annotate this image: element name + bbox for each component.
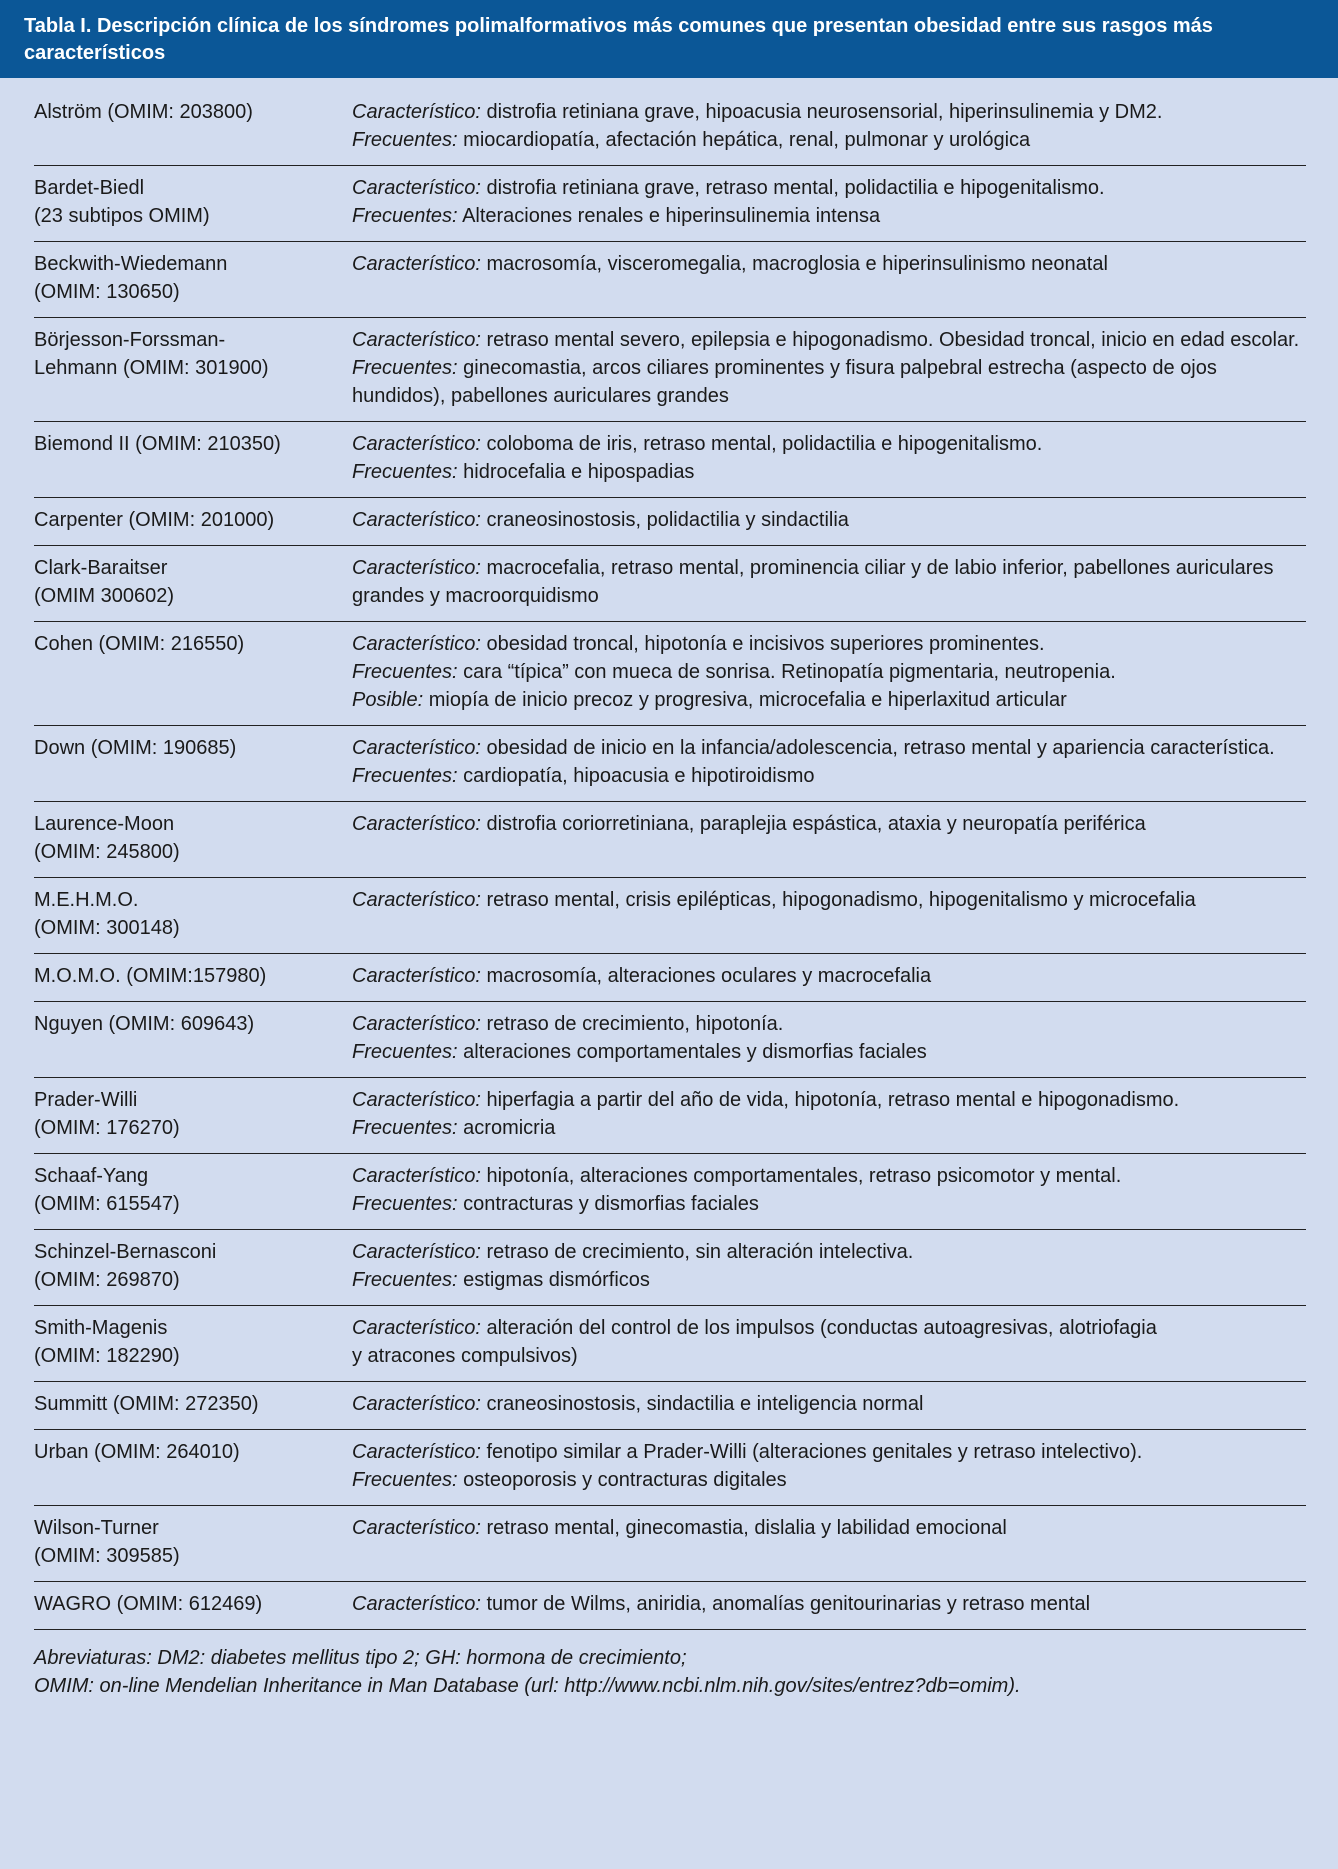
description-text: acromicria bbox=[457, 1117, 556, 1139]
syndrome-description bbox=[352, 554, 1306, 610]
description-line bbox=[352, 506, 1302, 534]
description-label: Característico: bbox=[352, 1013, 481, 1035]
table-row bbox=[34, 242, 1306, 318]
description-text: retraso de crecimiento, sin alteración intelectiva. bbox=[480, 1241, 914, 1263]
description-label: Frecuentes: bbox=[352, 1193, 458, 1215]
table-row bbox=[34, 166, 1306, 242]
description-line bbox=[352, 1438, 1302, 1466]
description-line bbox=[352, 1162, 1302, 1190]
syndrome-name: WAGRO (OMIM: 612469) bbox=[34, 1593, 263, 1615]
description-text: fenotipo similar a Prader-Willi (alteraciones genitales y retraso intelectivo). bbox=[480, 1441, 1143, 1463]
description-text: tumor de Wilms, aniridia, anomalías genitourinarias y retraso mental bbox=[480, 1593, 1091, 1615]
description-line bbox=[352, 962, 1302, 990]
description-line bbox=[352, 1390, 1302, 1418]
description-text: macrosomía, visceromegalia, macroglosia e hiperinsulinismo neonatal bbox=[480, 253, 1108, 275]
description-label: Característico: bbox=[352, 509, 481, 531]
table-footnote bbox=[0, 1630, 1338, 1700]
syndrome-description bbox=[352, 630, 1306, 714]
syndrome-name: M.O.M.O. (OMIM:157980) bbox=[34, 965, 267, 987]
description-line bbox=[352, 1266, 1302, 1294]
syndrome-description bbox=[352, 1590, 1306, 1618]
syndrome-description bbox=[352, 734, 1306, 790]
description-text: ginecomastia, arcos ciliares prominentes y fisura palpebral estrecha (aspecto de ojos hundidos), pabellones auriculares grandes bbox=[352, 357, 1217, 407]
description-text: craneosinostosis, sindactilia e inteligencia normal bbox=[480, 1393, 924, 1415]
syndrome-description bbox=[352, 1238, 1306, 1294]
syndrome-name: Bardet-Biedl (23 subtipos OMIM) bbox=[34, 177, 210, 227]
footnote-abbreviations: Abreviaturas: DM2: diabetes mellitus tipo 2; GH: hormona de crecimiento; bbox=[34, 1647, 687, 1669]
table-body bbox=[0, 78, 1338, 1630]
description-text: retraso mental severo, epilepsia e hipogonadismo. Obesidad troncal, inicio en edad escolar. bbox=[480, 329, 1300, 351]
description-text: cara “típica” con mueca de sonrisa. Retinopatía pigmentaria, neutropenia. bbox=[457, 661, 1116, 683]
description-label: Característico: bbox=[352, 253, 481, 275]
description-line bbox=[352, 202, 1302, 230]
description-line bbox=[352, 1114, 1302, 1142]
description-label: Característico: bbox=[352, 1393, 481, 1415]
table-row bbox=[34, 802, 1306, 878]
syndrome-name: Down (OMIM: 190685) bbox=[34, 737, 237, 759]
description-label: Característico: bbox=[352, 633, 481, 655]
description-line bbox=[352, 458, 1302, 486]
description-line bbox=[352, 686, 1302, 714]
syndrome-description bbox=[352, 1514, 1306, 1570]
syndrome-name: Wilson-Turner (OMIM: 309585) bbox=[34, 1517, 180, 1567]
description-line bbox=[352, 1038, 1302, 1066]
description-text: retraso mental, ginecomastia, dislalia y labilidad emocional bbox=[480, 1517, 1007, 1539]
description-line bbox=[352, 810, 1302, 838]
footnote-omim: OMIM: on-line Mendelian Inheritance in Man Database (url: http://www.ncbi.nlm.nih.gov/sites/entrez?db=omim). bbox=[34, 1675, 1021, 1697]
description-label: Característico: bbox=[352, 557, 481, 579]
description-line bbox=[352, 250, 1302, 278]
description-text: retraso de crecimiento, hipotonía. bbox=[480, 1013, 784, 1035]
table-row bbox=[34, 1154, 1306, 1230]
description-label: Frecuentes: bbox=[352, 661, 458, 683]
description-label: Característico: bbox=[352, 433, 481, 455]
description-label: Característico: bbox=[352, 329, 481, 351]
table-row bbox=[34, 1430, 1306, 1506]
description-text: distrofia retiniana grave, hipoacusia neurosensorial, hiperinsulinemia y DM2. bbox=[480, 101, 1163, 123]
syndrome-name: Urban (OMIM: 264010) bbox=[34, 1441, 240, 1463]
description-text: coloboma de iris, retraso mental, polidactilia e hipogenitalismo. bbox=[480, 433, 1043, 455]
table-row bbox=[34, 726, 1306, 802]
table-row bbox=[34, 622, 1306, 726]
syndrome-description bbox=[352, 430, 1306, 486]
description-text: alteración del control de los impulsos (conductas autoagresivas, alotriofagia y atracones compulsivos) bbox=[352, 1317, 1157, 1367]
description-text: macrocefalia, retraso mental, prominencia ciliar y de labio inferior, pabellones auriculares grandes y macroorquidismo bbox=[352, 557, 1274, 607]
description-line bbox=[352, 1314, 1302, 1370]
description-label: Característico: bbox=[352, 101, 481, 123]
table-row bbox=[34, 546, 1306, 622]
syndrome-name: Smith-Magenis (OMIM: 182290) bbox=[34, 1317, 180, 1367]
table-row bbox=[34, 954, 1306, 1002]
description-line bbox=[352, 430, 1302, 458]
syndrome-description bbox=[352, 1162, 1306, 1218]
description-text: obesidad de inicio en la infancia/adolescencia, retraso mental y apariencia característica. bbox=[480, 737, 1275, 759]
table-row bbox=[34, 878, 1306, 954]
description-label: Frecuentes: bbox=[352, 357, 458, 379]
description-label: Característico: bbox=[352, 1517, 481, 1539]
description-label: Característico: bbox=[352, 1317, 481, 1339]
table-row bbox=[34, 498, 1306, 546]
description-text: alteraciones comportamentales y dismorfias faciales bbox=[457, 1041, 927, 1063]
description-line bbox=[352, 1514, 1302, 1542]
syndrome-name: Alström (OMIM: 203800) bbox=[34, 101, 253, 123]
description-line bbox=[352, 98, 1302, 126]
description-label: Frecuentes: bbox=[352, 1117, 458, 1139]
syndrome-description bbox=[352, 174, 1306, 230]
syndrome-name: Prader-Willi (OMIM: 176270) bbox=[34, 1089, 180, 1139]
description-text: miocardiopatía, afectación hepática, renal, pulmonar y urológica bbox=[457, 129, 1031, 151]
description-text: obesidad troncal, hipotonía e incisivos superiores prominentes. bbox=[480, 633, 1045, 655]
description-line bbox=[352, 1238, 1302, 1266]
table-row bbox=[34, 318, 1306, 422]
table-row bbox=[34, 1230, 1306, 1306]
syndrome-name: Summitt (OMIM: 272350) bbox=[34, 1393, 259, 1415]
syndrome-name: Carpenter (OMIM: 201000) bbox=[34, 509, 275, 531]
syndrome-name: Nguyen (OMIM: 609643) bbox=[34, 1013, 255, 1035]
description-label: Característico: bbox=[352, 965, 481, 987]
syndrome-description bbox=[352, 98, 1306, 154]
description-text: osteoporosis y contracturas digitales bbox=[457, 1469, 787, 1491]
description-label: Frecuentes: bbox=[352, 461, 458, 483]
description-text: distrofia retiniana grave, retraso mental, polidactilia e hipogenitalismo. bbox=[480, 177, 1105, 199]
syndrome-name: Börjesson-Forssman- Lehmann (OMIM: 301900) bbox=[34, 329, 269, 379]
table-row bbox=[34, 1306, 1306, 1382]
syndrome-name: Beckwith-Wiedemann (OMIM: 130650) bbox=[34, 253, 228, 303]
table-row bbox=[34, 422, 1306, 498]
description-line bbox=[352, 554, 1302, 610]
syndrome-name: Laurence-Moon (OMIM: 245800) bbox=[34, 813, 180, 863]
syndrome-description bbox=[352, 1438, 1306, 1494]
table-row bbox=[34, 1382, 1306, 1430]
syndrome-description bbox=[352, 1314, 1306, 1370]
syndrome-name: Cohen (OMIM: 216550) bbox=[34, 633, 245, 655]
description-label: Característico: bbox=[352, 1165, 481, 1187]
table-row bbox=[34, 98, 1306, 166]
description-label: Característico: bbox=[352, 889, 481, 911]
description-line bbox=[352, 1010, 1302, 1038]
syndrome-name: Clark-Baraitser (OMIM 300602) bbox=[34, 557, 175, 607]
syndrome-description bbox=[352, 962, 1306, 990]
table-row bbox=[34, 1002, 1306, 1078]
syndrome-name: M.E.H.M.O. (OMIM: 300148) bbox=[34, 889, 180, 939]
description-line bbox=[352, 1086, 1302, 1114]
description-text: retraso mental, crisis epilépticas, hipogonadismo, hipogenitalismo y microcefalia bbox=[480, 889, 1196, 911]
description-line bbox=[352, 734, 1302, 790]
description-label: Frecuentes: bbox=[352, 1469, 458, 1491]
description-text: hiperfagia a partir del año de vida, hipotonía, retraso mental e hipogonadismo. bbox=[480, 1089, 1180, 1111]
description-text: contracturas y dismorfias faciales bbox=[457, 1193, 759, 1215]
table-row bbox=[34, 1078, 1306, 1154]
description-label: Característico: bbox=[352, 1241, 481, 1263]
description-label: Frecuentes: bbox=[352, 205, 458, 227]
syndrome-name: Schaaf-Yang (OMIM: 615547) bbox=[34, 1165, 180, 1215]
syndrome-description bbox=[352, 1010, 1306, 1066]
description-text: distrofia coriorretiniana, paraplejia espástica, ataxia y neuropatía periférica bbox=[480, 813, 1146, 835]
description-text: hipotonía, alteraciones comportamentales, retraso psicomotor y mental. bbox=[480, 1165, 1122, 1187]
syndrome-description bbox=[352, 810, 1306, 866]
syndrome-description bbox=[352, 886, 1306, 942]
description-line bbox=[352, 1590, 1302, 1618]
description-line bbox=[352, 630, 1302, 658]
description-label: Característico: bbox=[352, 177, 481, 199]
description-label: Característico: bbox=[352, 1089, 481, 1111]
description-label: Frecuentes: bbox=[352, 129, 458, 151]
description-label: Característico: bbox=[352, 737, 481, 759]
description-line bbox=[352, 1466, 1302, 1494]
syndrome-description bbox=[352, 250, 1306, 306]
table-row bbox=[34, 1582, 1306, 1630]
syndrome-description bbox=[352, 326, 1306, 410]
syndrome-name: Biemond II (OMIM: 210350) bbox=[34, 433, 281, 455]
description-label: Característico: bbox=[352, 1441, 481, 1463]
description-label: Posible: bbox=[352, 689, 424, 711]
description-line bbox=[352, 658, 1302, 686]
description-label: Característico: bbox=[352, 813, 481, 835]
description-text: macrosomía, alteraciones oculares y macrocefalia bbox=[480, 965, 932, 987]
description-line bbox=[352, 326, 1302, 410]
description-text: craneosinostosis, polidactilia y sindactilia bbox=[480, 509, 849, 531]
syndrome-name: Schinzel-Bernasconi (OMIM: 269870) bbox=[34, 1241, 217, 1291]
description-label: Frecuentes: bbox=[352, 765, 458, 787]
description-label: Característico: bbox=[352, 1593, 481, 1615]
syndrome-description bbox=[352, 1390, 1306, 1418]
description-text: miopía de inicio precoz y progresiva, microcefalia e hiperlaxitud articular bbox=[423, 689, 1067, 711]
description-line bbox=[352, 886, 1302, 914]
description-text: hidrocefalia e hipospadias bbox=[457, 461, 695, 483]
table-title: Tabla I. Descripción clínica de los síndromes polimalformativos más comunes que presentan obesidad entre sus rasgos más característicos bbox=[0, 0, 1338, 78]
description-line bbox=[352, 1190, 1302, 1218]
description-text: Alteraciones renales e hiperinsulinemia intensa bbox=[457, 205, 881, 227]
description-text: estigmas dismórficos bbox=[457, 1269, 650, 1291]
syndrome-description bbox=[352, 1086, 1306, 1142]
table-row bbox=[34, 1506, 1306, 1582]
description-label: Frecuentes: bbox=[352, 1041, 458, 1063]
description-line bbox=[352, 126, 1302, 154]
description-line bbox=[352, 174, 1302, 202]
syndrome-description bbox=[352, 506, 1306, 534]
description-text: cardiopatía, hipoacusia e hipotiroidismo bbox=[457, 765, 815, 787]
description-label: Frecuentes: bbox=[352, 1269, 458, 1291]
